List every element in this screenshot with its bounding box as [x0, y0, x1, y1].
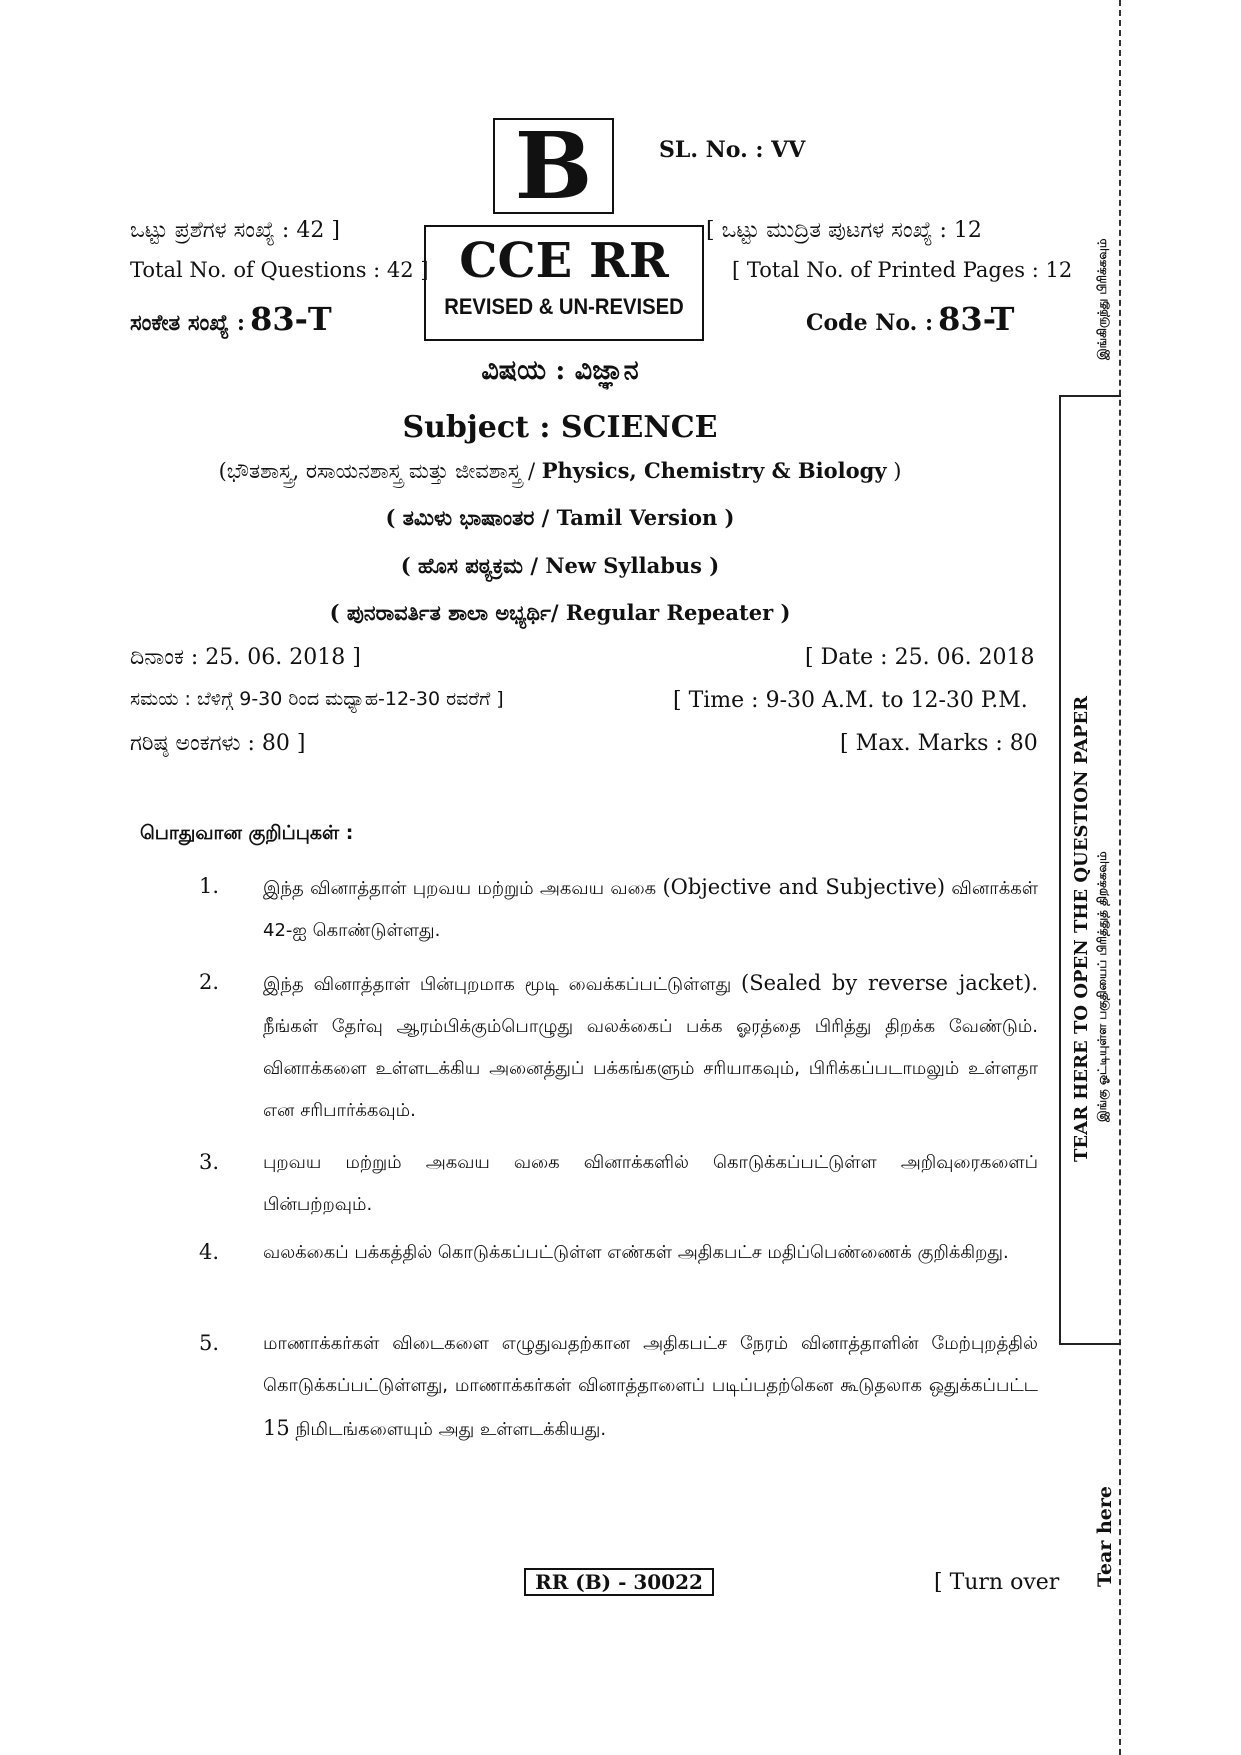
note-text: [263, 962, 1038, 1132]
turn-over: [ Turn over: [934, 1570, 1060, 1595]
date-english: [ Date : 25. 06. 2018: [805, 645, 1035, 670]
syllabus-line: [0, 553, 1120, 579]
tear-instruction-tamil: இங்கு ஓட்டியுள்ள பகுதியைப் பிரித்துத் திறக்கவும்: [1095, 851, 1109, 1122]
tear-here-label: Tear here: [1094, 1486, 1116, 1587]
branches-english: Physics, Chemistry & Biology: [541, 458, 887, 483]
note-number: 5.: [199, 1331, 220, 1355]
note-text-english: 15: [263, 1416, 290, 1440]
candidate-english: Regular Repeater ): [565, 600, 791, 625]
note-number: 1.: [199, 874, 220, 898]
version-kannada: ( ತಮಿಳು ಭಾಷಾಂತರ /: [385, 505, 557, 530]
paper-code-box: RR (B) - 30022: [524, 1568, 714, 1596]
version-english: Tamil Version ): [556, 505, 735, 530]
exam-title-box: [424, 225, 704, 341]
note-text-part: வலக்கைப் பக்கத்தில் கொடுக்கப்பட்டுள்ள எண்கள் அதிகபட்ச மதிப்பெண்ணைக் குறிக்கிறது.: [263, 1242, 1009, 1263]
syllabus-kannada: ( ಹೊಸ ಪಠ್ಯಕ್ರಮ /: [400, 553, 546, 578]
candidate-line: [0, 600, 1120, 626]
subject-kannada: ವಿಷಯ : ವಿಜ್ಞಾನ: [481, 355, 639, 386]
exam-type: REVISED & UN-REVISED: [444, 293, 684, 319]
note-text-english: (Objective and Subjective): [662, 875, 946, 899]
candidate-kannada: ( ಪುನರಾವರ್ತಿತ ಶಾಲಾ ಅಭ್ಯರ್ಥಿ/: [329, 600, 566, 625]
total-pages-english: [ Total No. of Printed Pages : 12: [732, 258, 1073, 282]
note-number: 4.: [199, 1240, 220, 1264]
tear-instruction: TEAR HERE TO OPEN THE QUESTION PAPER: [1071, 695, 1092, 1162]
note-number: 2.: [199, 970, 220, 994]
note-text: [263, 1232, 1038, 1274]
syllabus-english: New Syllabus ): [545, 553, 720, 578]
code-number-english: [806, 300, 1014, 338]
total-questions-english: Total No. of Questions : 42 ]: [130, 258, 429, 282]
exam-name: CCE RR: [459, 233, 669, 289]
code-value-english: 83-T: [938, 300, 1015, 338]
note-number: 3.: [199, 1150, 220, 1174]
code-label-kannada: ಸಂಕೇತ ಸಂಖ್ಯೆ :: [130, 310, 246, 336]
code-number-kannada: [130, 300, 332, 338]
note-text-part: இந்த வினாத்தாள் பின்புறமாக மூடி வைக்கப்பட்டுள்ளது: [263, 974, 742, 995]
total-questions-kannada: ಒಟ್ಟು ಪ್ರಶೆಗಳ ಸಂಖ್ಯೆ : 42 ]: [130, 218, 340, 243]
version-line: [0, 505, 1120, 531]
branches-close: ): [886, 459, 902, 483]
time-english: [ Time : 9-30 A.M. to 12-30 P.M.: [673, 688, 1028, 713]
total-pages-kannada: [ ಒಟ್ಟು ಮುದ್ರಿತ ಪುಟಗಳ ಸಂಖ್ಯೆ : 12: [706, 218, 982, 243]
note-text-part: நீங்கள் தேர்வு ஆரம்பிக்கும்பொழுது வலக்கைப் பக்க ஓரத்தை பிரித்து திறக்க வேண்டும். வினாக்களை உள்ளடக்கிய அனைத்துப் பக்கங்களும் சரியாகவும், பிரிக்கப்படாமலும் உள்ளதா என சரிபார்க்கவும்.: [263, 1016, 1038, 1121]
subject-english: Subject : SCIENCE: [402, 410, 718, 445]
note-text-english: (Sealed by reverse jacket).: [741, 971, 1039, 995]
note-text: [263, 866, 1038, 952]
marks-kannada: ಗರಿಷ್ಠ ಅಂಕಗಳು : 80 ]: [130, 731, 306, 756]
note-text-part: வினாக்கள் 42-ஐ கொண்டுள்ளது.: [263, 878, 1038, 941]
notes-heading: பொதுவான குறிப்புகள் :: [140, 822, 354, 844]
note-text-part: மாணாக்கர்கள் விடைகளை எழுதுவதற்கான அதிகபட்ச நேரம் வினாத்தாளின் மேற்புறத்தில் கொடுக்கப்பட்டுள்ளது, மாணாக்கர்கள் வினாத்தாளைப் படிப்பதற்கென கூடுதலாக ஒதுக்கப்பட்ட: [263, 1333, 1038, 1396]
note-text: [263, 1323, 1038, 1451]
subject-branches: [0, 458, 1120, 484]
tear-top-tamil: இங்கிருந்து பிரிக்கவும்: [1095, 238, 1109, 360]
note-text-part: நிமிடங்களையும் அது உள்ளடக்கியது.: [289, 1419, 607, 1440]
date-kannada: ದಿನಾಂಕ : 25. 06. 2018 ]: [130, 645, 361, 670]
time-kannada: ಸಮಯ : ಬೆಳಿಗ್ಗೆ 9-30 ರಿಂದ ಮಧ್ಯಾಹ-12-30 ರವರೆಗೆ ]: [130, 688, 504, 710]
code-label-english: Code No. :: [806, 310, 934, 336]
serial-number: SL. No. : VV: [659, 137, 806, 163]
branches-kannada: (ಭೌತಶಾಸ್ತ್ರ, ರಸಾಯನಶಾಸ್ತ್ರ ಮತ್ತು ಜೀವಶಾಸ್ತ್ರ /: [218, 459, 542, 483]
note-text: [263, 1142, 1038, 1226]
version-letter-box: B: [493, 118, 614, 214]
marks-english: [ Max. Marks : 80: [840, 731, 1038, 756]
note-text-part: புறவய மற்றும் அகவய வகை வினாக்களில் கொடுக்கப்பட்டுள்ள அறிவுரைகளைப் பின்பற்றவும்.: [263, 1152, 1038, 1215]
note-text-part: இந்த வினாத்தாள் புறவய மற்றும் அகவய வகை: [263, 878, 663, 899]
code-value-kannada: 83-T: [250, 300, 332, 338]
